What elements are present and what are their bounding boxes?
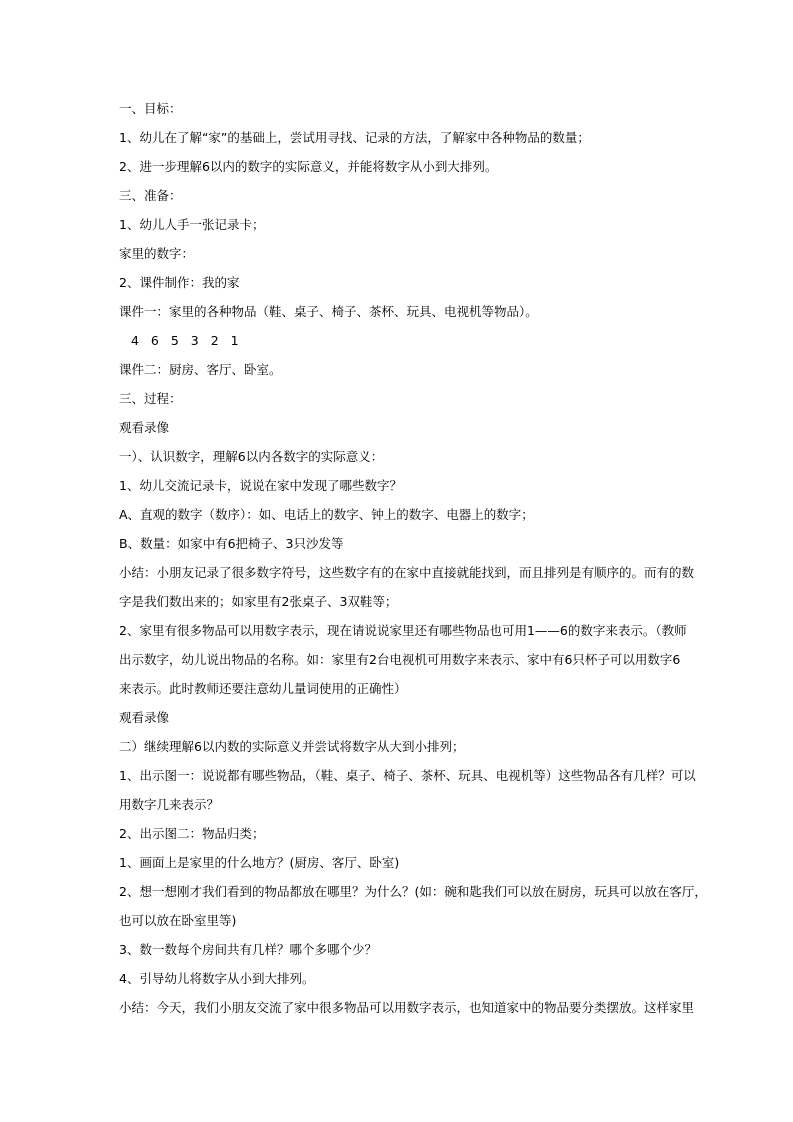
subsection-heading: 一）、认识数字，理解6以内各数字的实际意义： bbox=[119, 449, 384, 464]
paragraph: 2、想一想刚才我们看到的物品都放在哪里？为什么？(如：碗和匙我们可以放在厨房，玩具可以放在客厅， bbox=[119, 884, 707, 899]
paragraph: 1、幼儿在了解“家”的基础上，尝试用寻找、记录的方法，了解家中各种物品的数量； bbox=[119, 130, 590, 145]
paragraph: 家里的数字： bbox=[119, 246, 195, 261]
summary-paragraph: 小结：今天，我们小朋友交流了家中很多物品可以用数字表示，也知道家中的物品要分类摆放。这样家里 bbox=[119, 1000, 695, 1015]
paragraph: 观看录像 bbox=[119, 710, 170, 725]
paragraph: 观看录像 bbox=[119, 420, 170, 435]
paragraph: A、直观的数字（数序）：如、电话上的数字、钟上的数字、电器上的数字； bbox=[119, 507, 534, 522]
paragraph-continued: 也可以放在卧室里等) bbox=[119, 913, 237, 928]
document-body bbox=[119, 100, 707, 1016]
paragraph: 1、画面上是家里的什么地方？(厨房、客厅、卧室) bbox=[119, 855, 400, 870]
paragraph: 2、家里有很多物品可以用数字表示，现在请说说家里还有哪些物品也可用1——6的数字来表示。（教师 bbox=[119, 623, 687, 638]
paragraph: 1、出示图一：说说都有哪些物品，（鞋、桌子、椅子、茶杯、玩具、电视机等）这些物品各有几样？可以 bbox=[119, 768, 696, 783]
number-sequence: 4 6 5 3 2 1 bbox=[131, 333, 243, 348]
paragraph-continued: 出示数字，幼儿说出物品的名称。如：家里有2台电视机可用数字来表示、家中有6只杯子可以用数字6 bbox=[119, 652, 681, 667]
section-heading-preparation: 三、准备： bbox=[119, 188, 182, 203]
paragraph: B、数量：如家中有6把椅子、3只沙发等 bbox=[119, 536, 344, 551]
summary-paragraph: 小结：小朋友记录了很多数字符号，这些数字有的在家中直接就能找到，而且排列是有顺序的。而有的数 bbox=[119, 565, 695, 580]
subsection-heading: 二）继续理解6以内数的实际意义并尝试将数字从大到小排列； bbox=[119, 739, 465, 754]
paragraph: 2、课件制作：我的家 bbox=[119, 275, 240, 290]
paragraph-continued: 来表示。此时教师还要注意幼儿量词使用的正确性） bbox=[119, 681, 407, 696]
paragraph: 课件二：厨房、客厅、卧室。 bbox=[119, 362, 282, 377]
paragraph-continued: 用数字几来表示？ bbox=[119, 797, 220, 812]
section-heading-process: 三、过程： bbox=[119, 391, 182, 406]
paragraph: 课件一：家里的各种物品（鞋、桌子、椅子、茶杯、玩具、电视机等物品）。 bbox=[119, 304, 538, 319]
paragraph: 2、进一步理解6以内的数字的实际意义，并能将数字从小到大排列。 bbox=[119, 159, 498, 174]
paragraph: 3、数一数每个房间共有几样？哪个多哪个少？ bbox=[119, 942, 377, 957]
section-heading-goals: 一、目标： bbox=[119, 101, 182, 116]
paragraph: 1、幼儿人手一张记录卡； bbox=[119, 217, 265, 232]
paragraph: 2、出示图二：物品归类； bbox=[119, 826, 265, 841]
summary-paragraph-continued: 字是我们数出来的；如家里有2张桌子、3双鞋等； bbox=[119, 594, 398, 609]
paragraph: 4、引导幼儿将数字从小到大排列。 bbox=[119, 971, 315, 986]
paragraph: 1、幼儿交流记录卡，说说在家中发现了哪些数字？ bbox=[119, 478, 402, 493]
